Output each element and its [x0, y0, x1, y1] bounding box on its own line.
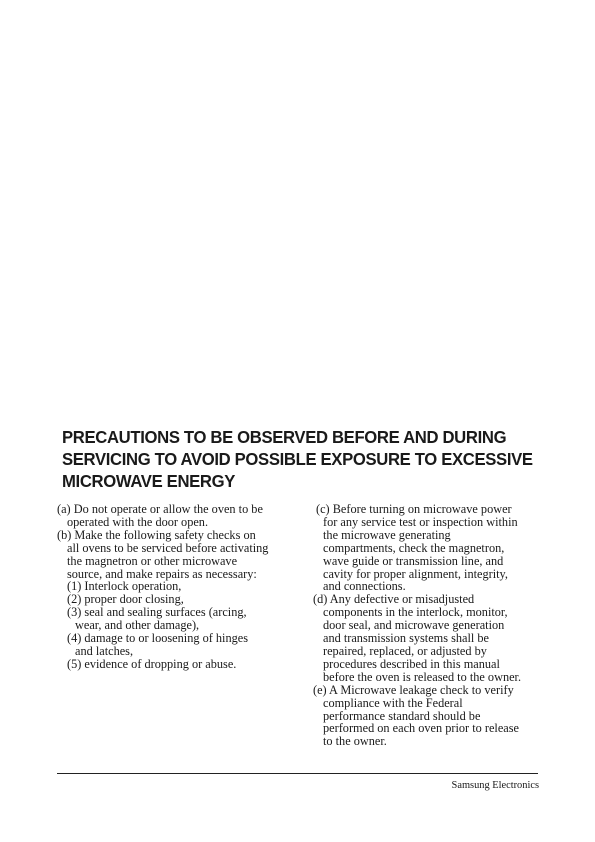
item-d-line: (d) Any defective or misadjusted: [313, 592, 475, 607]
item-c-line: (c) Before turning on microwave power: [316, 502, 512, 516]
item-d-line: repaired, replaced, or adjusted by: [323, 643, 487, 658]
subitem-3-line: wear, and other damage),: [75, 618, 200, 633]
item-d-line: components in the interlock, monitor,: [323, 605, 508, 620]
item-b-line: the magnetron or other microwave: [67, 553, 238, 568]
heading-line: MICROWAVE ENERGY: [62, 471, 236, 491]
subitem-5-line: (5) evidence of dropping or abuse.: [67, 656, 237, 671]
heading-line: SERVICING TO AVOID POSSIBLE EXPOSURE TO EXCESSIVE: [62, 449, 533, 469]
item-e-line: to the owner.: [323, 734, 387, 749]
section-heading: [62, 426, 547, 492]
item-c-line: and connections.: [323, 579, 406, 594]
subitem-4-line: (4) damage to or loosening of hinges: [67, 631, 248, 646]
left-column-text: [57, 503, 297, 671]
footer-company-name: Samsung Electronics: [451, 780, 539, 791]
item-d-line: procedures described in this manual: [323, 656, 500, 671]
item-e-line: performed on each oven prior to release: [323, 721, 519, 736]
item-d-line: before the oven is released to the owner.: [323, 669, 522, 684]
item-c-line: cavity for proper alignment, integrity,: [323, 566, 508, 581]
item-b-line: all ovens to be serviced before activating: [67, 540, 269, 555]
subitem-4-line: and latches,: [75, 643, 134, 658]
subitem-3-line: (3) seal and sealing surfaces (arcing,: [67, 605, 247, 620]
item-d-line: and transmission systems shall be: [323, 631, 489, 646]
item-e-line: compliance with the Federal: [323, 695, 463, 710]
item-c-line: for any service test or inspection within: [323, 514, 518, 529]
heading-line: PRECAUTIONS TO BE OBSERVED BEFORE AND DURING: [62, 427, 507, 447]
item-c-line: the microwave generating: [323, 527, 451, 542]
item-e-line: (e) A Microwave leakage check to verify: [313, 682, 514, 697]
item-c-line: compartments, check the magnetron,: [323, 540, 505, 555]
subitem-1-line: (1) Interlock operation,: [67, 579, 182, 594]
right-column-text: [313, 503, 553, 748]
footer-divider: [57, 773, 538, 774]
item-b-line: (b) Make the following safety checks on: [57, 527, 256, 542]
item-e-line: performance standard should be: [323, 708, 481, 723]
item-d-line: door seal, and microwave generation: [323, 618, 505, 633]
item-c-line: wave guide or transmission line, and: [323, 553, 504, 568]
item-a-line: (a) Do not operate or allow the oven to be: [57, 502, 263, 516]
subitem-2-line: (2) proper door closing,: [67, 592, 184, 607]
item-b-line: source, and make repairs as necessary:: [67, 566, 257, 581]
item-a-line: operated with the door open.: [67, 514, 209, 529]
